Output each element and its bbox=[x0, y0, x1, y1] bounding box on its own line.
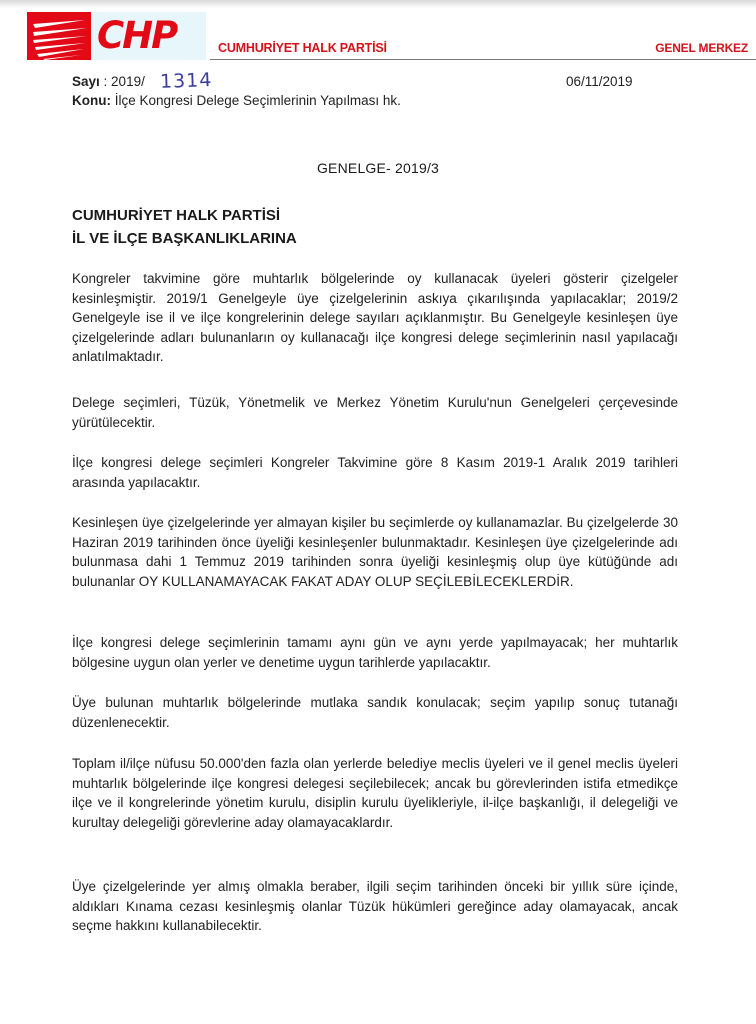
logo-wordmark bbox=[91, 12, 206, 60]
six-arrows-emblem-icon bbox=[27, 12, 91, 60]
sayi-label: Sayı bbox=[72, 74, 100, 89]
document-date: 06/11/2019 bbox=[566, 74, 633, 89]
document-number bbox=[72, 74, 145, 89]
body-paragraph-1: Kongreler takvimine göre muhtarlık bölgelerinde oy kullanacak üyeleri gösterir çizelgeler kesinleşmiştir. 2019/1 Genelgeyle üye çizelgelerinin askıya çıkarılışında yapılacaklar; 2019/2 Genelgeyle ise il ve ilçe kongrelerinin delege sayıları açıklanmıştır. Bu Genelgeyle kesinleşen üye çizelgelerinde adları bulunanların oy kullanacağı ilçe kongresi delege seçimlerinin nasıl yapılacağı anlatılmaktadır. bbox=[72, 271, 678, 364]
addressee-block bbox=[72, 204, 297, 250]
body-paragraph-7: Toplam il/ilçe nüfusu 50.000'den fazla olan yerlerde belediye meclis üyeleri ve il genel meclis üyeleri muhtarlık bölgelerinde ilçe kongresi delegesi seçilebilecek; ancak bu görevlerinden istifa etmedikçe ilçe ve il kongrelerinde yönetim kurulu, disiplin kurulu üyelikleriyle, il-ilçe başkanlığı, il delegeliği ve kurultay delegeliği görevlerine aday olamayacaklardır. bbox=[72, 756, 678, 830]
party-name: CUMHURİYET HALK PARTİSİ bbox=[218, 41, 387, 55]
department-name: GENEL MERKEZ bbox=[655, 41, 748, 55]
body-paragraph-5: İlçe kongresi delege seçimlerinin tamamı aynı gün ve aynı yerde yapılmayacak; her muhtarlık bölgesine uygun olan yerler ve denetime uygun tarihlerde yapılacaktır. bbox=[72, 635, 678, 670]
konu-label: Konu: bbox=[72, 93, 111, 108]
handwritten-number: 1314 bbox=[159, 69, 213, 93]
circular-title: GENELGE- 2019/3 bbox=[316, 160, 440, 176]
scan-edge bbox=[0, 0, 756, 8]
addressee-line-2: İL VE İLÇE BAŞKANLIKLARINA bbox=[72, 230, 297, 247]
body-paragraph-4: Kesinleşen üye çizelgelerinde yer almayan kişiler bu seçimlerde oy kullanamazlar. Bu çizelgelerde 30 Haziran 2019 tarihinden önce üyeliği kesinleşenler bulunmaktadır. Kesinleşen üye çizelgelerinde adı bulunmasa dahi 1 Temmuz 2019 tarihinden sonra üyeliği kesinleşmiş olup üye kütüğünde adı bulunanlar OY KULLANAMAYACAK FAKAT ADAY OLUP SEÇİLEBİLECEKLERDİR. bbox=[72, 515, 678, 589]
addressee-line-1: CUMHURİYET HALK PARTİSİ bbox=[72, 207, 281, 224]
body-paragraph-3: İlçe kongresi delege seçimleri Kongreler Takvimine göre 8 Kasım 2019-1 Aralık 2019 tarihleri arasında yapılacaktır. bbox=[72, 455, 678, 490]
body-paragraph-8: Üye çizelgelerinde yer almış olmakla beraber, ilgili seçim tarihinden önceki bir yıllık süre içinde, aldıkları Kınama cezası kesinleşmiş olanlar Tüzük hükümleri gereğince aday olamayacak, ancak seçme hakkını kullanabilecektir. bbox=[72, 879, 678, 933]
document-subject bbox=[72, 93, 401, 108]
body-paragraph-2: Delege seçimleri, Tüzük, Yönetmelik ve Merkez Yönetim Kurulu'nun Genelgeleri çerçevesinde yürütülecektir. bbox=[72, 395, 678, 430]
konu-value: İlçe Kongresi Delege Seçimlerinin Yapılması hk. bbox=[110, 93, 401, 108]
chp-logo bbox=[27, 12, 206, 60]
header-divider bbox=[210, 59, 756, 60]
logo-text: CHP bbox=[97, 14, 177, 57]
body-paragraph-6: Üye bulunan muhtarlık bölgelerinde mutlaka sandık konulacak; seçim yapılıp sonuç tutanağı düzenlenecektir. bbox=[72, 695, 678, 730]
sayi-value: : 2019/ bbox=[103, 74, 145, 89]
